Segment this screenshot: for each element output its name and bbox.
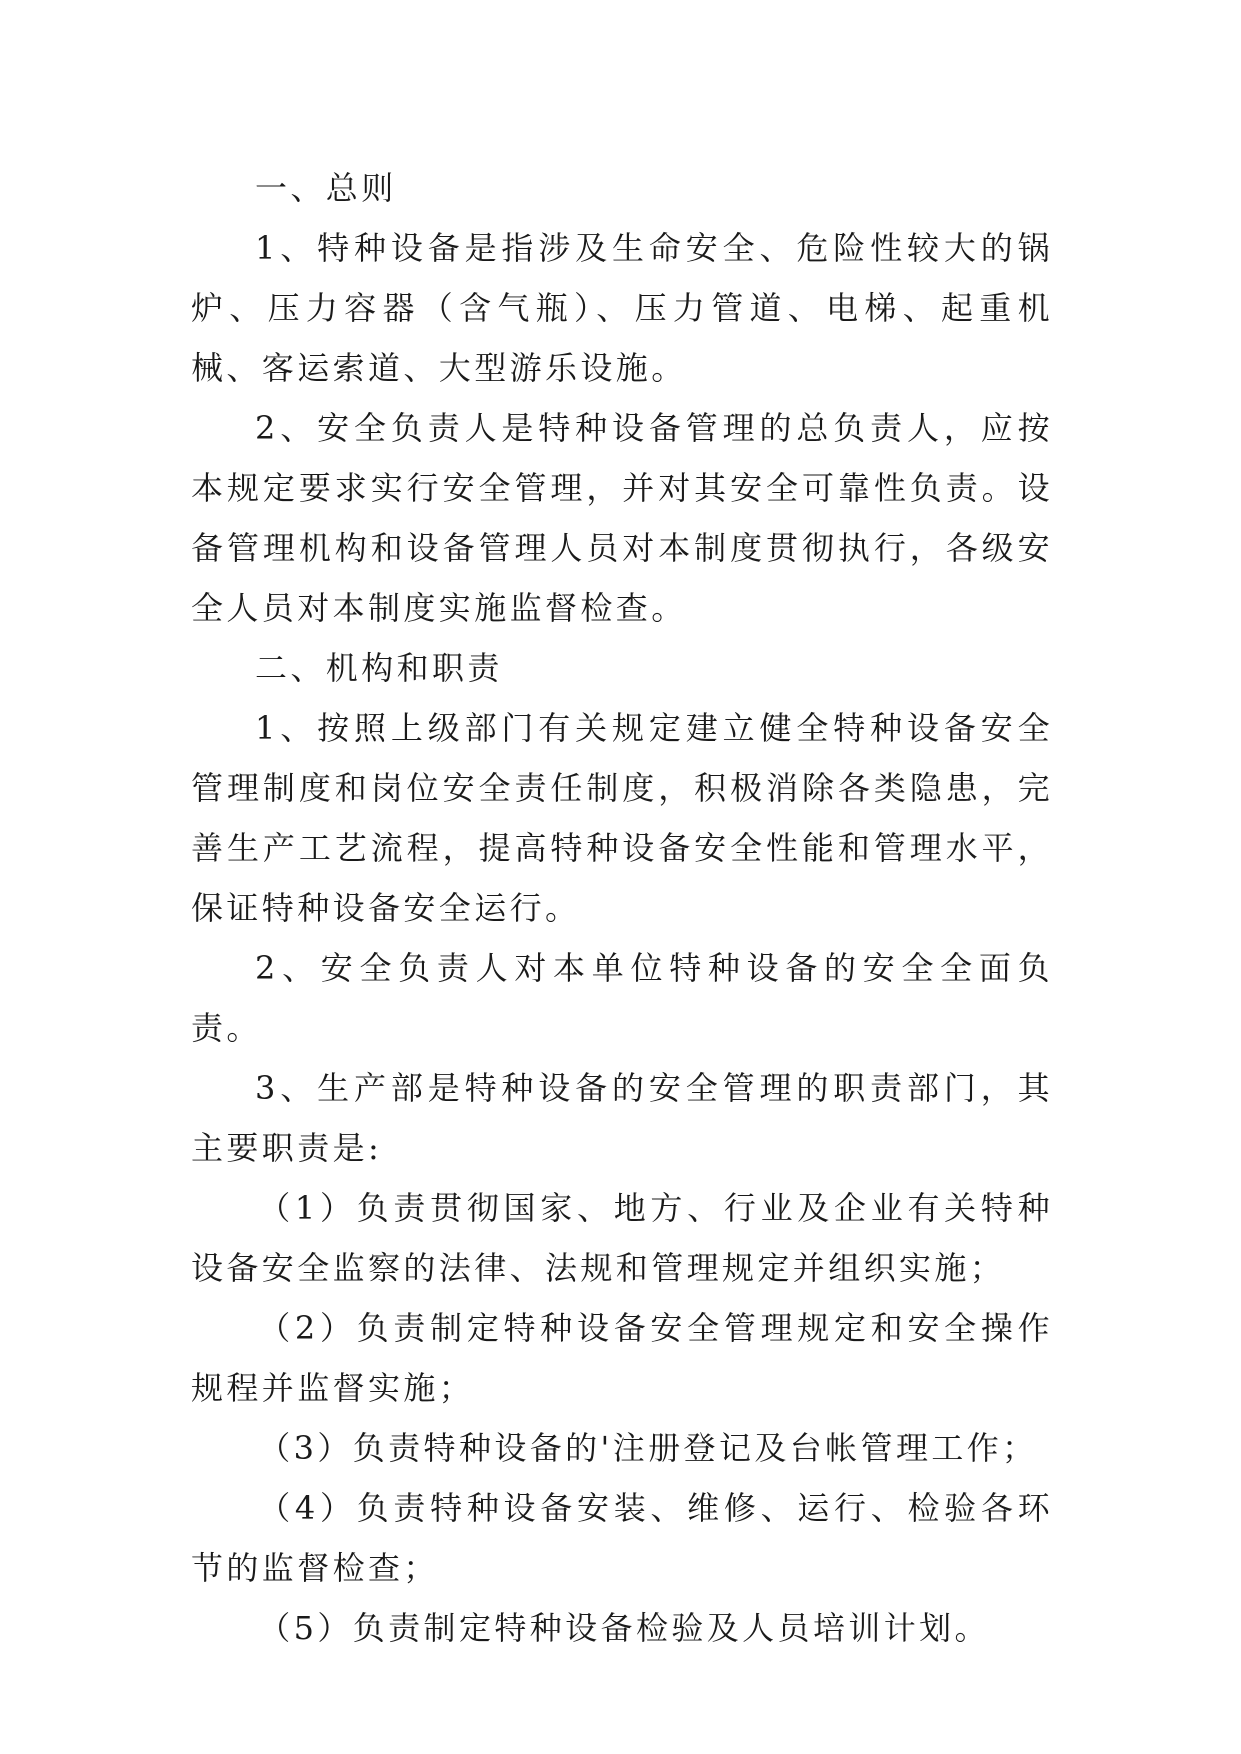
paragraph: 3、生产部是特种设备的安全管理的职责部门，其主要职责是:	[191, 1069, 1053, 1167]
list-item: （1）负责贯彻国家、地方、行业及企业有关特种设备安全监察的法律、法规和管理规定并组织实施；	[191, 1189, 1053, 1287]
section-heading-organization: 二、机构和职责	[255, 649, 503, 687]
list-item: （3）负责特种设备的'注册登记及台帐管理工作；	[258, 1429, 1038, 1467]
paragraph: 1、特种设备是指涉及生命安全、危险性较大的锅炉、压力容器（含气瓶）、压力管道、电梯、起重机械、客运索道、大型游乐设施。	[191, 229, 1053, 387]
list-item: （5）负责制定特种设备检验及人员培训计划。	[258, 1609, 990, 1647]
paragraph: 2、安全负责人是特种设备管理的总负责人，应按本规定要求实行安全管理，并对其安全可靠性负责。设备管理机构和设备管理人员对本制度贯彻执行，各级安全人员对本制度实施监督检查。	[191, 409, 1053, 627]
paragraph: 1、按照上级部门有关规定建立健全特种设备安全管理制度和岗位安全责任制度，积极消除各类隐患，完善生产工艺流程，提高特种设备安全性能和管理水平，保证特种设备安全运行。	[191, 709, 1053, 927]
paragraph: 2、安全负责人对本单位特种设备的安全全面负责。	[191, 949, 1053, 1047]
list-item: （2）负责制定特种设备安全管理规定和安全操作规程并监督实施；	[191, 1309, 1053, 1407]
list-item: （4）负责特种设备安装、维修、运行、检验各环节的监督检查；	[191, 1489, 1053, 1587]
document-body	[191, 158, 1053, 1658]
section-heading-general: 一、总则	[255, 169, 397, 207]
